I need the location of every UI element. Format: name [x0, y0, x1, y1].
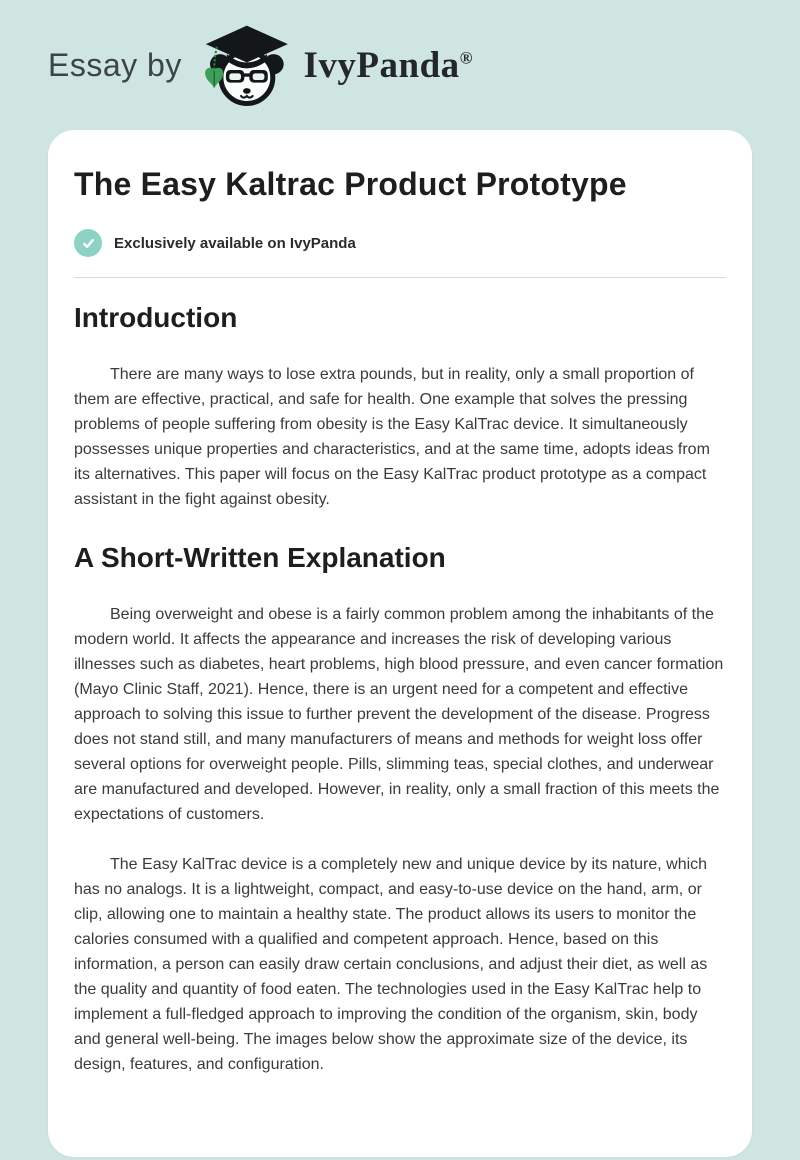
registered-mark: ®	[459, 48, 473, 68]
page-title: The Easy Kaltrac Product Prototype	[74, 166, 627, 202]
check-icon	[74, 229, 102, 257]
brand-logo	[200, 24, 473, 106]
essay-card	[48, 130, 752, 1157]
essay-by-label: Essay by	[48, 46, 182, 83]
paragraph-intro: There are many ways to lose extra pounds, but in reality, only a small proportion of them are effective, practical, and safe for health. One example that solves the pressing problems of people suffering from obesity is the Easy KalTrac device. It simultaneously possesses unique properties and characteristics, and at the same time, adopts ideas from its alternatives. This paper will focus on the Easy KalTrac product prototype as a compact assistant in the fight against obesity.	[74, 366, 710, 508]
badge-label: Exclusively available on IvyPanda	[114, 234, 356, 252]
exclusive-badge	[74, 229, 726, 257]
section-heading-introduction: Introduction	[74, 302, 238, 333]
divider	[74, 277, 726, 278]
paragraph-explanation-1: Being overweight and obese is a fairly common problem among the inhabitants of the modern world. It affects the appearance and increases the risk of developing various illnesses such as diabetes, heart problems, high blood pressure, and even cancer formation (Mayo Clinic Staff, 2021). Hence, there is an urgent need for a competent and effective approach to solving this issue to further prevent the development of the disease. Progress does not stand still, and many manufacturers of means and methods for weight loss offer several options for overweight people. Pills, slimming teas, special clothes, and underwear are manufactured and developed. However, in reality, only a small fraction of this meets the expectations of customers.	[74, 606, 724, 823]
paragraph-explanation-2: The Easy KalTrac device is a completely new and unique device by its nature, which has no analogs. It is a lightweight, compact, and easy-to-use device on the hand, arm, or clip, allowing one to maintain a healthy state. The product allows its users to monitor the calories consumed with a qualified and competent approach. Hence, based on this information, a person can easily draw certain conclusions, and adjust their diet, as well as the quality and quantity of food eaten. The technologies used in the Easy KalTrac help to implement a full-fledged approach to improving the condition of the organism, skin, body and general well-being. The images below show the approximate size of the device, its design, features, and configuration.	[74, 856, 708, 1073]
panda-graduate-icon	[200, 24, 294, 106]
page-header	[0, 0, 800, 130]
brand-name: IvyPanda®	[303, 44, 473, 86]
section-heading-explanation: A Short-Written Explanation	[74, 542, 446, 573]
